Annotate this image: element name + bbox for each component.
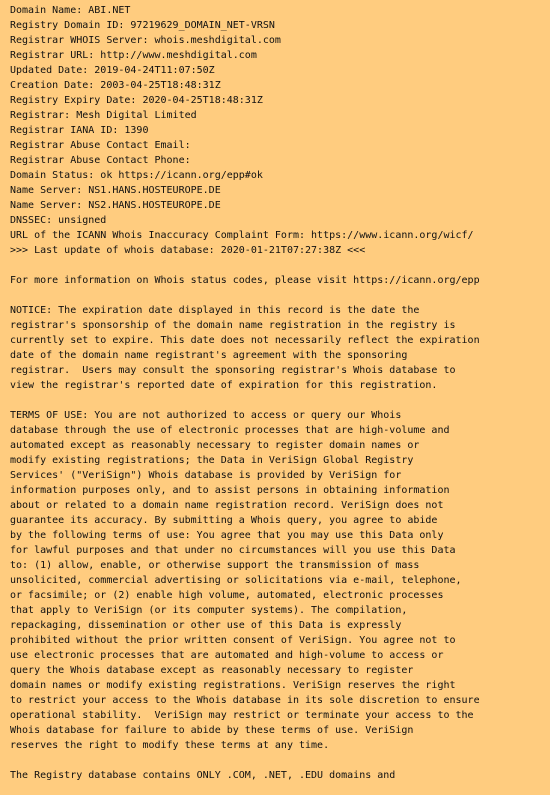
whois-line: that apply to VeriSign (or its computer systems). The compilation, [10,605,408,616]
whois-line: about or related to a domain name registration record. VeriSign does not [10,500,444,511]
whois-line: database through the use of electronic processes that are high-volume and [10,425,450,436]
whois-line: modify existing registrations; the Data in VeriSign Global Registry [10,455,414,466]
whois-line: DNSSEC: unsigned [10,215,107,226]
whois-line: view the registrar's reported date of expiration for this registration. [10,380,438,391]
whois-line: repackaging, dissemination or other use of this Data is expressly [10,620,402,631]
whois-line: Registry Expiry Date: 2020-04-25T18:48:31Z [10,95,263,106]
whois-line: registrar. Users may consult the sponsoring registrar's Whois database to [10,365,456,376]
whois-line: Registry Domain ID: 97219629_DOMAIN_NET-VRSN [10,20,275,31]
whois-line: Registrar IANA ID: 1390 [10,125,149,136]
whois-line: Whois database for failure to abide by these terms of use. VeriSign [10,725,414,736]
whois-line: Registrar Abuse Contact Phone: [10,155,191,166]
whois-line: URL of the ICANN Whois Inaccuracy Complaint Form: https://www.icann.org/wicf/ [10,230,474,241]
whois-line: query the Whois database except as reasonably necessary to register [10,665,414,676]
whois-line: to: (1) allow, enable, or otherwise support the transmission of mass [10,560,420,571]
whois-line: Registrar URL: http://www.meshdigital.com [10,50,257,61]
whois-line: by the following terms of use: You agree that you may use this Data only [10,530,444,541]
whois-line: prohibited without the prior written consent of VeriSign. You agree not to [10,635,456,646]
whois-line: Services' ("VeriSign") Whois database is provided by VeriSign for [10,470,402,481]
whois-line: currently set to expire. This date does not necessarily reflect the expiration [10,335,480,346]
whois-line: Name Server: NS1.HANS.HOSTEUROPE.DE [10,185,221,196]
whois-line: Registrar: Mesh Digital Limited [10,110,197,121]
whois-line: or facsimile; or (2) enable high volume, automated, electronic processes [10,590,444,601]
whois-line: TERMS OF USE: You are not authorized to access or query our Whois [10,410,402,421]
whois-line: use electronic processes that are automated and high-volume to access or [10,650,444,661]
whois-line: >>> Last update of whois database: 2020-01-21T07:27:38Z <<< [10,245,366,256]
whois-line: Name Server: NS2.HANS.HOSTEUROPE.DE [10,200,221,211]
whois-line: domain names or modify existing registrations. VeriSign reserves the right [10,680,456,691]
whois-line: The Registry database contains ONLY .COM, .NET, .EDU domains and [10,770,396,781]
whois-line: Updated Date: 2019-04-24T11:07:50Z [10,65,215,76]
whois-line: Registrar WHOIS Server: whois.meshdigital.com [10,35,281,46]
whois-line: For more information on Whois status codes, please visit https://icann.org/epp [10,275,480,286]
whois-line: for lawful purposes and that under no circumstances will you use this Data [10,545,456,556]
whois-line: Domain Name: ABI.NET [10,5,131,16]
whois-line: Creation Date: 2003-04-25T18:48:31Z [10,80,221,91]
whois-line: registrar's sponsorship of the domain name registration in the registry is [10,320,456,331]
blank-line [10,753,548,768]
whois-record [10,3,548,783]
whois-line: Domain Status: ok https://icann.org/epp#ok [10,170,263,181]
whois-line: information purposes only, and to assist persons in obtaining information [10,485,450,496]
blank-line [10,258,548,273]
whois-line: guarantee its accuracy. By submitting a Whois query, you agree to abide [10,515,438,526]
blank-line [10,288,548,303]
whois-line: NOTICE: The expiration date displayed in this record is the date the [10,305,420,316]
whois-line: Registrar Abuse Contact Email: [10,140,191,151]
whois-line: automated except as reasonably necessary to register domain names or [10,440,420,451]
whois-line: operational stability. VeriSign may restrict or terminate your access to the [10,710,474,721]
whois-line: to restrict your access to the Whois database in its sole discretion to ensure [10,695,480,706]
blank-line [10,393,548,408]
whois-line: date of the domain name registrant's agreement with the sponsoring [10,350,408,361]
whois-line: unsolicited, commercial advertising or solicitations via e-mail, telephone, [10,575,462,586]
whois-line: reserves the right to modify these terms at any time. [10,740,330,751]
